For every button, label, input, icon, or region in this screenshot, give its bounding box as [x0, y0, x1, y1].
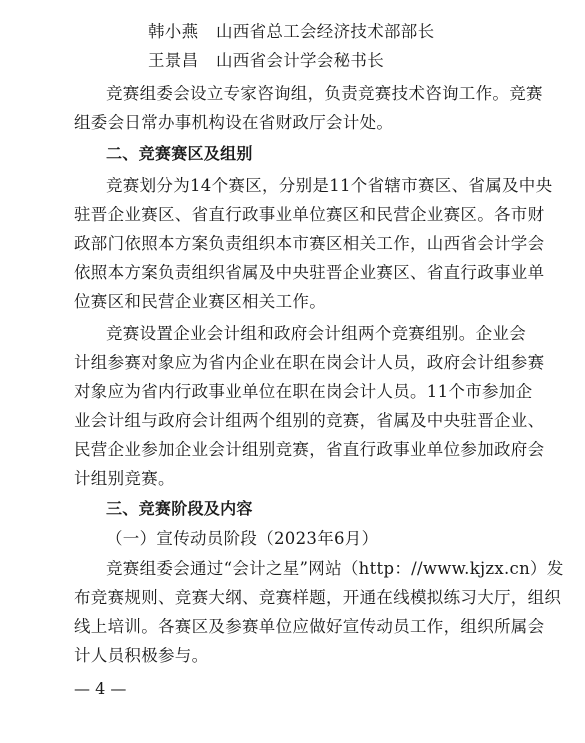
paragraph-line: 竞赛组委会通过“会计之星”网站（http：//www.kjzx.cn）发	[106, 559, 564, 578]
page-number: — 4 —	[74, 679, 127, 698]
paragraph-line: 计人员积极参与。	[74, 646, 209, 665]
paragraph-line: 竞赛设置企业会计组和政府会计组两个竞赛组别。企业会	[106, 324, 526, 343]
paragraph-line: 组委会日常办事机构设在省财政厅会计处。	[74, 113, 394, 132]
paragraph-line: 计组别竞赛。	[74, 469, 175, 488]
paragraph-line: 计组参赛对象应为省内企业在职在岗会计人员，政府会计组参赛	[74, 353, 545, 372]
paragraph-line: 依照本方案负责组织省属及中央驻晋企业赛区、省直行政事业单	[74, 263, 545, 282]
member-name: 王景昌	[148, 51, 199, 70]
paragraph-line: 对象应为省内行政事业单位在职在岗会计人员。11个市参加企	[74, 382, 533, 401]
paragraph-line: 政部门依照本方案负责组织本市赛区相关工作，山西省会计学会	[74, 234, 545, 253]
member-row	[148, 49, 384, 73]
member-name: 韩小燕	[148, 22, 199, 41]
paragraph-line: 竞赛组委会设立专家咨询组，负责竞赛技术咨询工作。竞赛	[106, 84, 543, 103]
paragraph-line: 位赛区和民营企业赛区相关工作。	[74, 292, 326, 311]
subsection-heading: （一）宣传动员阶段（2023年6月）	[106, 529, 379, 548]
paragraph-line: 业会计组与政府会计组两个组别的竞赛，省属及中央驻晋企业、	[74, 411, 545, 430]
paragraph-line: 竞赛划分为14个赛区，分别是11个省辖市赛区、省属及中央	[106, 176, 553, 195]
section-heading: 二、竞赛赛区及组别	[106, 144, 253, 163]
paragraph-line: 布竞赛规则、竞赛大纲、竞赛样题，开通在线模拟练习大厅，组织	[74, 588, 562, 607]
paragraph-line: 驻晋企业赛区、省直行政事业单位赛区和民营企业赛区。各市财	[74, 205, 545, 224]
member-title: 山西省会计学会秘书长	[216, 51, 384, 70]
paragraph-line: 民营企业参加企业会计组别竞赛，省直行政事业单位参加政府会	[74, 440, 545, 459]
section-heading: 三、竞赛阶段及内容	[106, 499, 253, 518]
member-title: 山西省总工会经济技术部部长	[216, 22, 435, 41]
member-row	[148, 20, 434, 44]
paragraph-line: 线上培训。各赛区及参赛单位应做好宣传动员工作，组织所属会	[74, 617, 545, 636]
